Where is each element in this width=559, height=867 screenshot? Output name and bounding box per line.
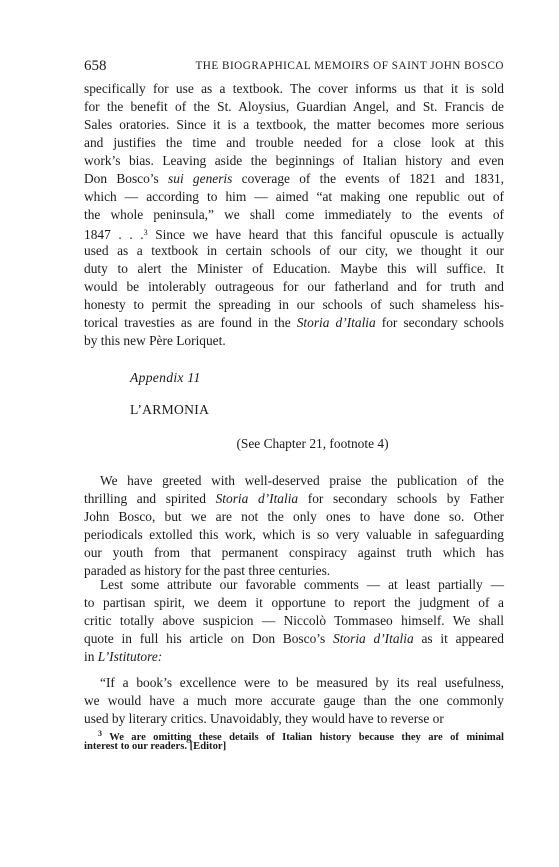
page-header [84, 58, 504, 76]
italic-text: Storia d’Italia [215, 491, 299, 506]
text-line: used by literary critics. Unavoidably, they would have to reverse or [84, 711, 444, 726]
text-line: duty to alert the Minister of Education. Maybe this will suffice. It [84, 261, 504, 276]
text-line: We have greeted with well-deserved praise the publication of the [100, 473, 504, 488]
text-line: paraded as history for the past three centuries. [84, 563, 331, 578]
text-line: our youth from that permanent conspiracy against truth which has [84, 545, 504, 560]
italic-text: Storia d’Italia [296, 315, 376, 330]
text-line: we would have a much more accurate gauge than the one commonly [84, 693, 504, 708]
page-number: 658 [84, 58, 107, 74]
text-line: would be intolerably outrageous for our fatherland and for truth and [84, 279, 504, 294]
text-line: critic totally above suspicion — Niccolò Tommaseo himself. We shall [84, 613, 504, 628]
text-line: quote in full his article on Don Bosco’s Storia d’Italia as it appeared [84, 631, 504, 646]
text-line: John Bosco, but we are not the only ones to have done so. Other [84, 509, 504, 524]
footnote-marker: 3 [143, 228, 148, 237]
text-line: Don Bosco’s sui generis coverage of the events of 1821 and 1831, [84, 171, 504, 186]
text-line: “If a book’s excellence were to be measured by its real usefulness, [100, 675, 504, 690]
text-line: periodicals extolled this work, which is so very valuable in safeguarding [84, 527, 504, 542]
text-line: by this new Père Loriquet. [84, 333, 226, 348]
text-line: thrilling and spirited Storia d’Italia for secondary schools by Father [84, 491, 504, 506]
text-line: honesty to permit the spreading in our schools of such shameless his- [84, 297, 504, 312]
text-line: and justifies the time and trouble needed for a close look at this [84, 135, 504, 150]
italic-text: L’Istitutore: [97, 649, 163, 664]
appendix-label: Appendix 11 [130, 370, 201, 385]
text-line: $^3$ We are omitting these details of Italian history because they are of minimal [98, 729, 504, 743]
text-line: torical travesties as are found in the Storia d’Italia for secondary schools [84, 315, 504, 330]
appendix-title: L’ARMONIA [130, 402, 210, 417]
text-line: Lest some attribute our favorable comments — at least partially — [100, 577, 504, 592]
text-line: specifically for use as a textbook. The cover informs us that it is sold [84, 81, 504, 96]
running-head: THE BIOGRAPHICAL MEMOIRS OF SAINT JOHN BOSCO [195, 60, 504, 72]
text-line: interest to our readers. [Editor] [84, 741, 227, 752]
text-line: Sales oratories. Since it is a textbook, the matter becomes more serious [84, 117, 504, 132]
text-line: 1847 . . .$^3$ Since we have heard that this fanciful opuscule is actually [84, 227, 504, 242]
text-line: which — according to him — aimed “at making one republic out of [84, 189, 504, 204]
footnote-marker: 3 [98, 729, 102, 738]
chapter-reference: (See Chapter 21, footnote 4) [236, 436, 389, 451]
text-line: in L’Istitutore: [84, 649, 163, 664]
text-line: the whole peninsula,” we shall come immediately to the events of [84, 207, 504, 222]
italic-text: Storia d’Italia [333, 631, 414, 646]
text-line: to partisan spirit, we deem it opportune to report the judgment of a [84, 595, 504, 610]
text-line: used as a textbook in certain schools of our city, we thought it our [84, 243, 504, 258]
text-line: for the benefit of the St. Aloysius, Guardian Angel, and St. Francis de [84, 99, 504, 114]
text-line: work’s bias. Leaving aside the beginnings of Italian history and even [84, 153, 504, 168]
italic-text: sui generis [168, 171, 233, 186]
